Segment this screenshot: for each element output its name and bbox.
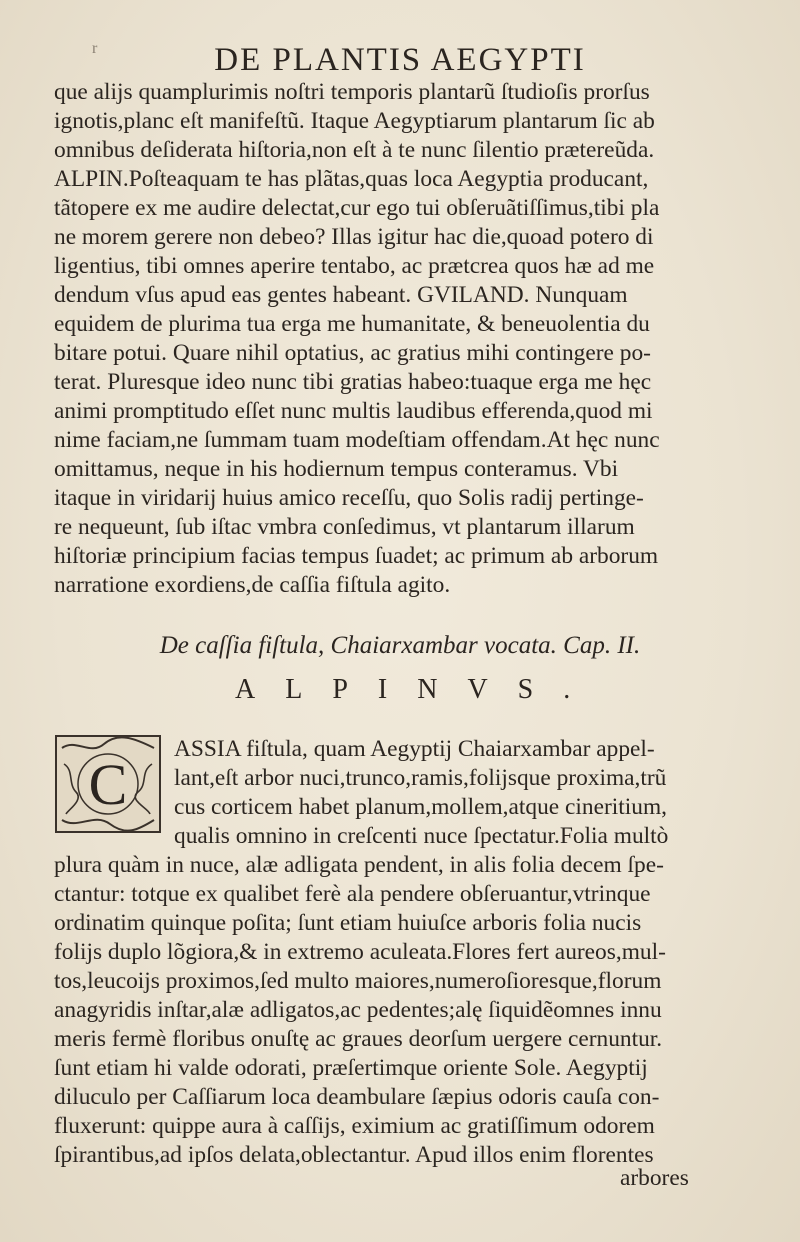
text-line: ignotis,planc eſt manifeſtũ. Itaque Aegyptiarum plantarum ſic ab xyxy=(54,108,655,134)
initial-letter: C xyxy=(88,752,128,817)
text-line: omnibus deſiderata hiſtoria,non eſt à te nunc ſilentio prætereũda. xyxy=(54,137,655,163)
text-line: ctantur: totque ex qualibet ferè ala pendere obſeruantur,vtrinque xyxy=(54,881,651,907)
text-line: cus corticem habet planum,mollem,atque cineritium, xyxy=(174,794,667,820)
text-line: re nequeunt, ſub iſtac vmbra conſedimus, vt plantarum illarum xyxy=(54,514,635,540)
running-head: DE PLANTIS AEGYPTI xyxy=(214,42,586,78)
text-line: meris fermè floribus onuſtę ac graues deorſum uergere cernuntur. xyxy=(54,1026,663,1052)
speaker-heading: ALPINVS. xyxy=(235,674,601,705)
text-line: itaque in viridarij huius amico receſſu, quo Solis radij pertinge- xyxy=(54,485,644,511)
text-line: dendum vſus apud eas gentes habeant. GVILAND. Nunquam xyxy=(54,282,628,308)
text-line: anagyridis inſtar,alæ adligatos,ac pedentes;alę ſiquidẽomnes innu xyxy=(54,997,662,1023)
text-line: tãtopere ex me audire delectat,cur ego tui obſeruãtiſſimus,tibi pla xyxy=(54,195,660,221)
text-line: ſunt etiam hi valde odorati, præſertimque oriente Sole. Aegyptij xyxy=(54,1055,648,1081)
text-line: hiſtoriæ principium facias tempus ſuadet; ac primum ab arborum xyxy=(54,543,659,569)
text-line: animi promptitudo eſſet nunc multis laudibus efferenda,quod mi xyxy=(54,398,653,424)
text-line: equidem de plurima tua erga me humanitate, & beneuolentia du xyxy=(54,311,650,337)
text-line: ſpirantibus,ad ipſos delata,oblectantur. Apud illos enim florentes xyxy=(54,1142,654,1168)
text-line: plura quàm in nuce, alæ adligata pendent, in alis folia decem ſpe- xyxy=(54,852,664,878)
ornament-initial-icon xyxy=(54,734,162,834)
text-line: fluxerunt: quippe aura à caſſijs, eximium ac gratiſſimum odorem xyxy=(54,1113,655,1139)
text-line: qualis omnino in creſcenti nuce ſpectatur.Folia multò xyxy=(174,823,669,849)
text-line: bitare potui. Quare nihil optatius, ac gratius mihi contingere po- xyxy=(54,340,651,366)
margin-marker: r xyxy=(92,40,98,57)
text-line: diluculo per Caſſiarum loca deambulare ſæpius odoris cauſa con- xyxy=(54,1084,660,1110)
text-line: ne morem gerere non debeo? Illas igitur hac die,quoad potero di xyxy=(54,224,654,250)
text-line: ALPIN.Poſteaquam te has plãtas,quas loca Aegyptia producant, xyxy=(54,166,649,192)
text-line: tos,leucoijs proximos,ſed multo maiores,numeroſioresque,florum xyxy=(54,968,662,994)
text-line: ligentius, tibi omnes aperire tentabo, ac prætcrea quos hæ ad me xyxy=(54,253,655,279)
text-line: ordinatim quinque poſita; ſunt etiam huiuſce arboris folia nucis xyxy=(54,910,642,936)
text-line: lant,eſt arbor nuci,trunco,ramis,folijsque proxima,trũ xyxy=(174,765,667,791)
text-line: omittamus, neque in his hodiernum tempus conteramus. Vbi xyxy=(54,456,619,482)
text-line: folijs duplo lõgiora,& in extremo aculeata.Flores fert aureos,mul- xyxy=(54,939,666,965)
catchword: arbores xyxy=(620,1165,689,1191)
text-line: ASSIA fiſtula, quam Aegyptij Chaiarxambar appel- xyxy=(174,736,655,762)
chapter-title: De caſſia fiſtula, Chaiarxambar vocata. Cap. II. xyxy=(159,632,641,659)
text-line: terat. Pluresque ideo nunc tibi gratias habeo:tuaque erga me hęc xyxy=(54,369,652,395)
text-line: narratione exordiens,de caſſia fiſtula agito. xyxy=(54,572,451,598)
text-line: nime faciam,ne ſummam tuam modeſtiam offendam.At hęc nunc xyxy=(54,427,660,453)
text-line: que alijs quamplurimis noſtri temporis plantarũ ſtudioſis prorſus xyxy=(54,79,650,105)
decorated-initial xyxy=(54,734,162,834)
